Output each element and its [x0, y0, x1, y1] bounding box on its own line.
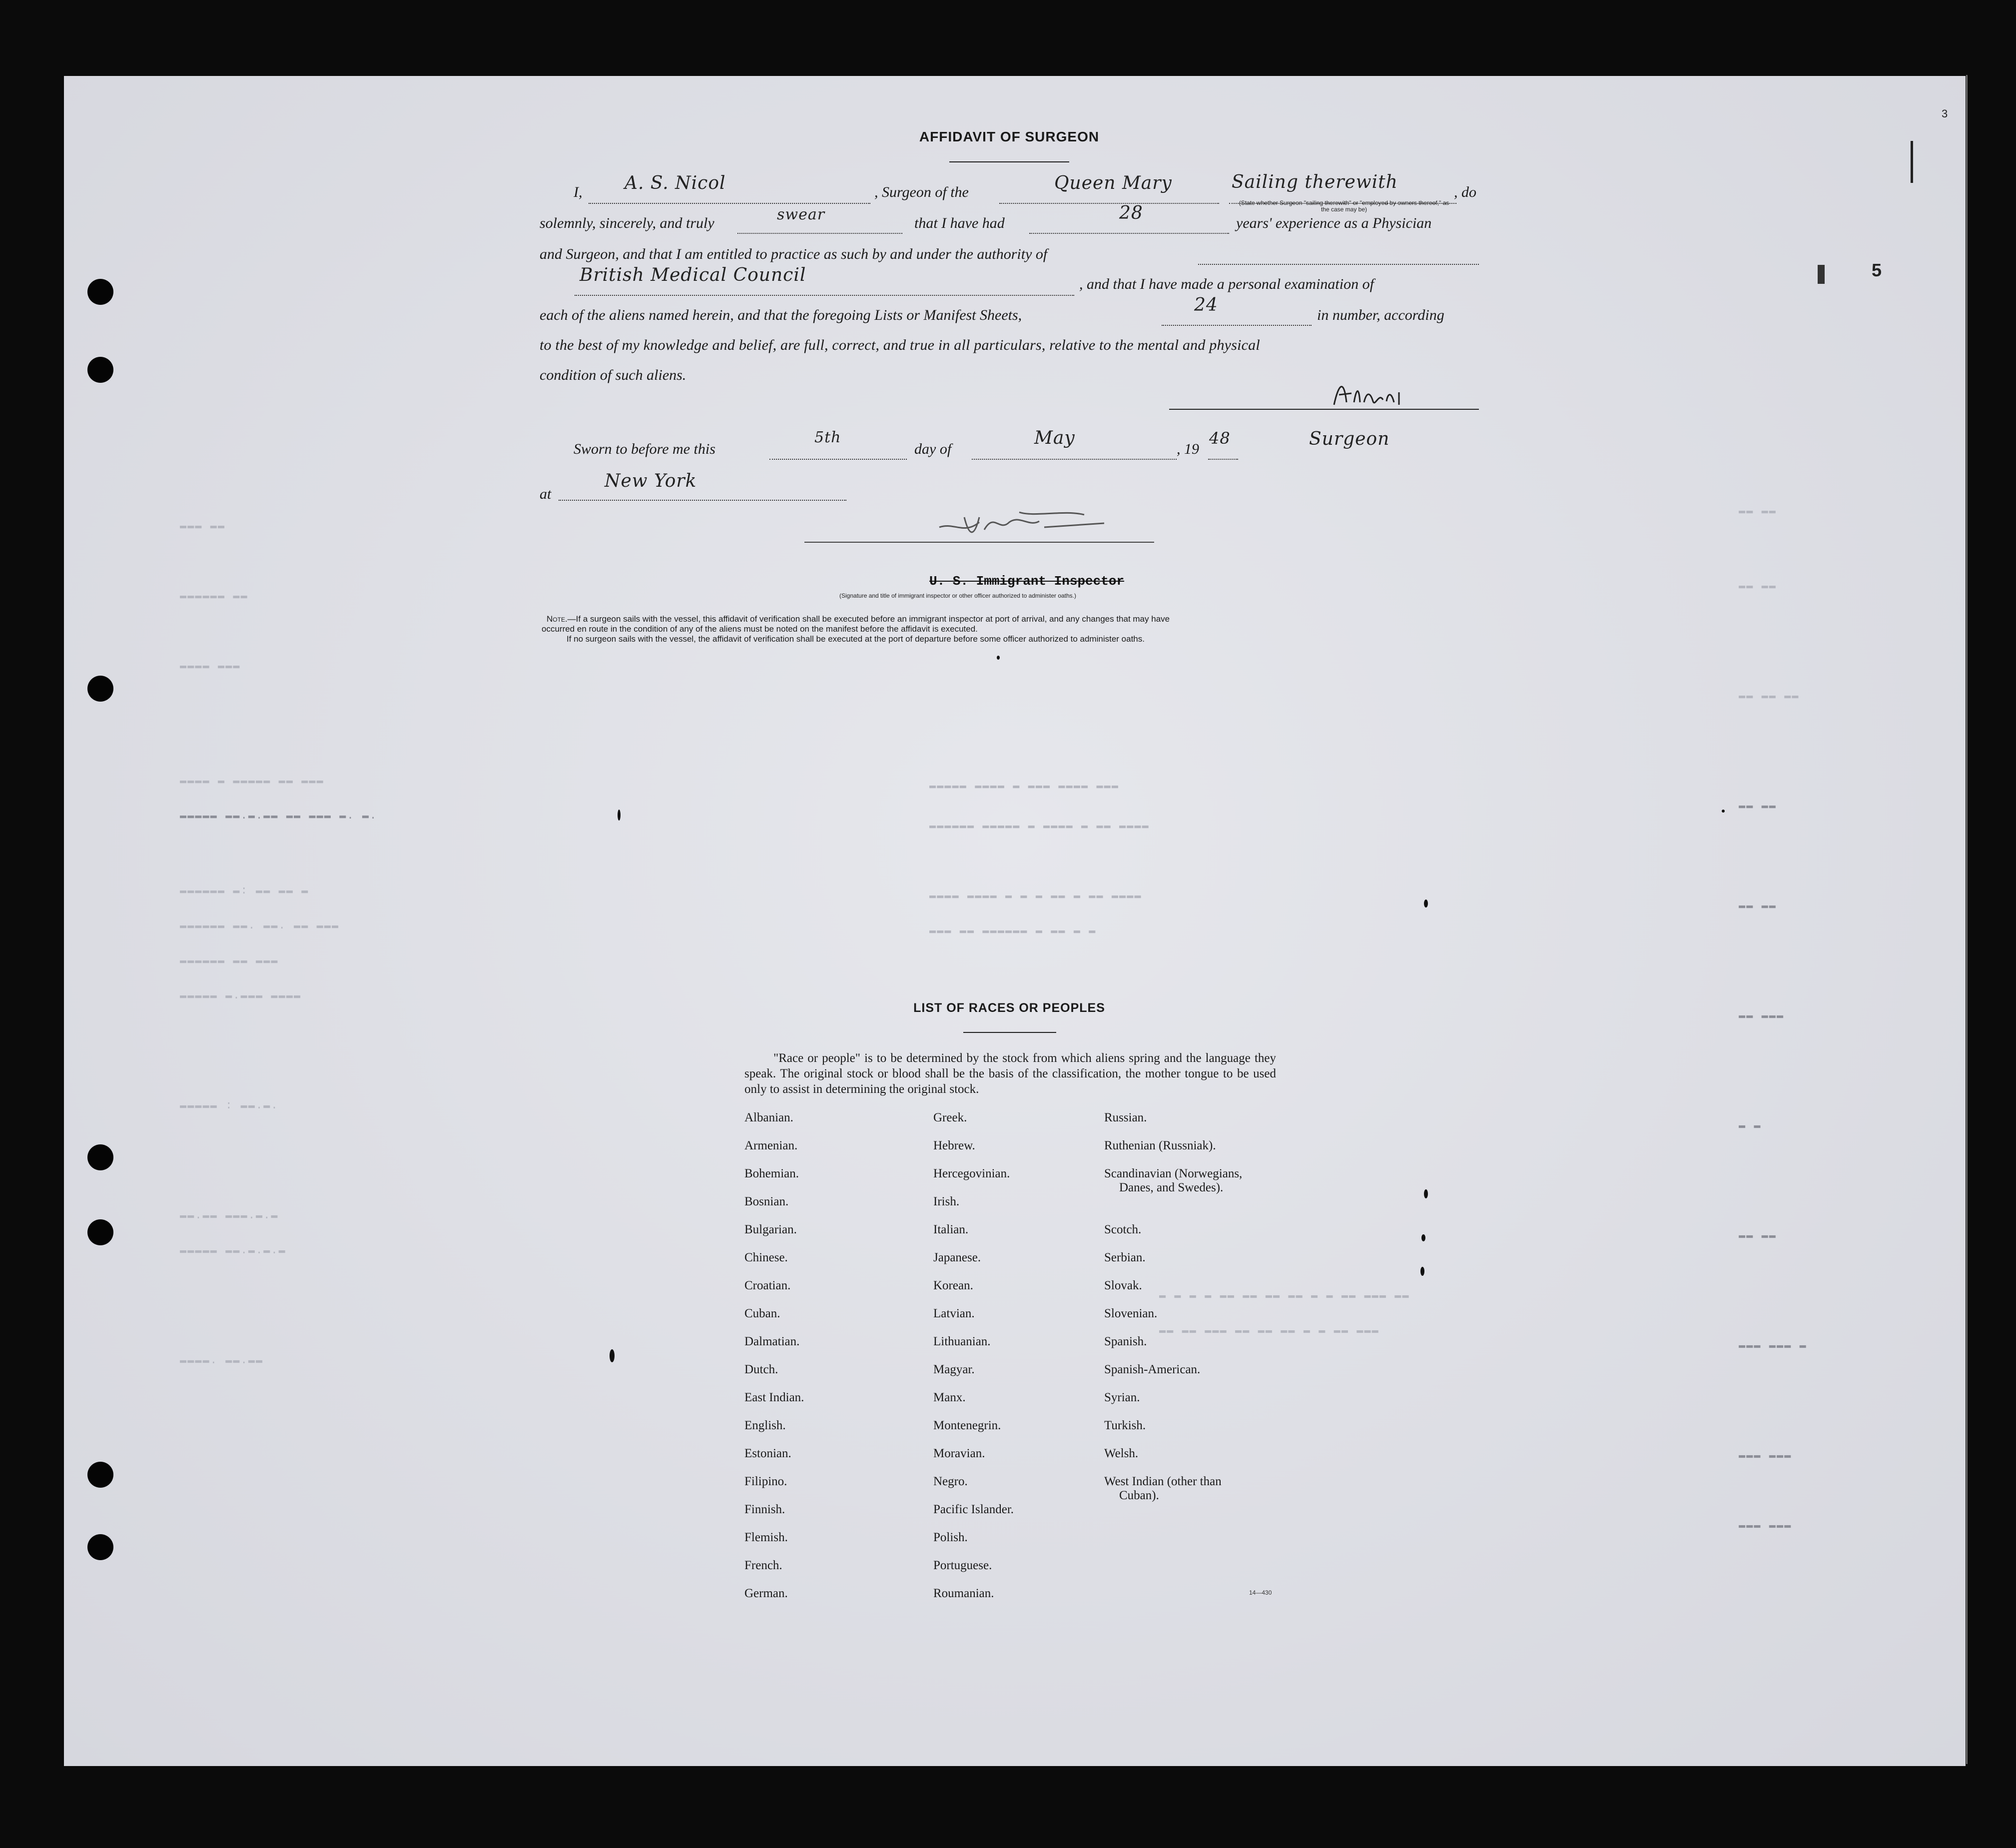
race-item: Magyar. — [933, 1363, 975, 1376]
race-item: Slovenian. — [1104, 1307, 1158, 1320]
punch-hole — [87, 1219, 113, 1245]
form-text: I, — [574, 184, 583, 200]
race-item: Bohemian. — [744, 1167, 799, 1180]
inspector-signature — [934, 507, 1114, 542]
form-text: day of — [914, 441, 952, 457]
race-item: Ruthenian (Russniak). — [1104, 1139, 1216, 1152]
form-text: Sworn to before me this — [574, 441, 715, 457]
form-text: at — [540, 486, 552, 502]
race-item-continuation: Danes, and Swedes). — [1119, 1181, 1224, 1194]
race-item: Filipino. — [744, 1475, 787, 1488]
sheets-handwritten: 24 — [1194, 295, 1218, 315]
race-item: Italian. — [933, 1223, 969, 1236]
race-item: Armenian. — [744, 1139, 798, 1152]
ink-speck — [1420, 1267, 1424, 1276]
race-item: Cuban. — [744, 1307, 780, 1320]
surgeon-signature — [1329, 377, 1409, 412]
punch-hole — [87, 1534, 113, 1560]
race-item: English. — [744, 1419, 786, 1432]
form-text: and Surgeon, and that I am entitled to practice as such by and under the authority of — [540, 246, 1048, 262]
sailing-note: (State whether Surgeon "sailing therewith" or "employed by owners thereof," as the case may be) — [1239, 199, 1449, 213]
form-text: condition of such aliens. — [540, 367, 686, 383]
year-handwritten: 48 — [1209, 429, 1231, 448]
surgeon-signature-title: Surgeon — [1309, 429, 1390, 449]
race-item: Dutch. — [744, 1363, 778, 1376]
race-item: Croatian. — [744, 1279, 791, 1292]
ink-speck — [610, 1349, 615, 1362]
title-rule — [949, 161, 1069, 162]
race-item: Serbian. — [1104, 1251, 1146, 1264]
affidavit-title: AFFIDAVIT OF SURGEON — [919, 129, 1100, 144]
sheets-blank — [1162, 308, 1312, 326]
form-number: 14—430 — [1249, 1589, 1272, 1596]
race-item: Hercegovinian. — [933, 1167, 1010, 1180]
authority-handwritten: British Medical Council — [580, 265, 806, 285]
sheet-number: 5 — [1872, 260, 1882, 280]
race-item: Japanese. — [933, 1251, 981, 1264]
race-item: Slovak. — [1104, 1279, 1142, 1292]
form-text: that I have had — [914, 215, 1005, 231]
ink-speck — [1722, 810, 1725, 813]
race-item: Turkish. — [1104, 1419, 1146, 1432]
page-edge — [1966, 75, 1968, 1764]
punch-hole — [87, 279, 113, 305]
race-item: Portuguese. — [933, 1559, 992, 1572]
race-item-continuation: Cuban). — [1119, 1489, 1159, 1502]
place-blank — [559, 483, 846, 501]
race-item: Dalmatian. — [744, 1335, 800, 1348]
races-title-rule — [963, 1032, 1056, 1033]
margin-tick — [1911, 141, 1913, 183]
race-item: Scotch. — [1104, 1223, 1142, 1236]
punch-hole — [87, 1144, 113, 1170]
form-text: , and that I have made a personal examination of — [1079, 276, 1374, 292]
race-item: Lithuanian. — [933, 1335, 991, 1348]
authority-trailing-blank — [1198, 247, 1479, 265]
form-text: years' experience as a Physician — [1236, 215, 1432, 231]
note-line-2: occurred en route in the condition of any of the aliens must be noted on the manifest before the affidavit is executed. — [542, 624, 978, 634]
punch-hole — [87, 357, 113, 383]
race-item: Latvian. — [933, 1307, 975, 1320]
form-text: , do — [1454, 184, 1476, 200]
punch-hole — [87, 1462, 113, 1488]
race-item: Syrian. — [1104, 1391, 1140, 1404]
oath-handwritten: swear — [777, 206, 825, 223]
race-item: Hebrew. — [933, 1139, 975, 1152]
race-item: Moravian. — [933, 1447, 985, 1460]
form-text: to the best of my knowledge and belief, are full, correct, and true in all particulars, relative to the mental and physical — [540, 337, 1260, 353]
document-page — [64, 76, 1966, 1766]
race-item: Albanian. — [744, 1111, 793, 1124]
race-item: Spanish. — [1104, 1335, 1147, 1348]
race-item: Montenegrin. — [933, 1419, 1001, 1432]
race-item: French. — [744, 1559, 782, 1572]
inspector-title: U. S. Immigrant Inspector — [929, 574, 1125, 589]
note-text: —If a surgeon sails with the vessel, this affidavit of verification shall be executed before an immigrant inspector at port of arrival, and any changes that may have — [567, 614, 1170, 624]
race-item: Greek. — [933, 1111, 967, 1124]
race-item: Spanish-American. — [1104, 1363, 1201, 1376]
surgeon-name-handwritten: A. S. Nicol — [625, 173, 726, 193]
inspector-signature-line — [804, 542, 1154, 543]
form-text: , 19 — [1177, 441, 1199, 457]
race-item: Scandinavian (Norwegians, — [1104, 1167, 1243, 1180]
race-item: Polish. — [933, 1531, 968, 1544]
race-item: Negro. — [933, 1475, 968, 1488]
margin-mark-block — [1818, 265, 1825, 284]
race-item: Pacific Islander. — [933, 1503, 1014, 1516]
races-title: LIST OF RACES OR PEOPLES — [913, 1001, 1105, 1015]
race-item: Flemish. — [744, 1531, 788, 1544]
race-item: Russian. — [1104, 1111, 1147, 1124]
vessel-handwritten: Queen Mary — [1054, 173, 1172, 193]
ink-speck — [1421, 1234, 1425, 1241]
form-text: each of the aliens named herein, and that the foregoing Lists or Manifest Sheets, — [540, 307, 1022, 323]
race-item: West Indian (other than — [1104, 1475, 1222, 1488]
signature-line — [1169, 409, 1479, 410]
note-label: Note. — [547, 614, 568, 624]
inspector-caption: (Signature and title of immigrant inspector or other officer authorized to administer oaths.) — [839, 592, 1077, 599]
ink-speck — [618, 810, 621, 821]
note-line-3: If no surgeon sails with the vessel, the affidavit of verification shall be executed at the port of departure before some officer authorized to administer oaths. — [567, 634, 1145, 644]
race-item: Finnish. — [744, 1503, 785, 1516]
race-item: Irish. — [933, 1195, 960, 1208]
form-text: in number, according — [1317, 307, 1444, 323]
years-handwritten: 28 — [1119, 203, 1143, 223]
race-item: Manx. — [933, 1391, 966, 1404]
race-item: Estonian. — [744, 1447, 791, 1460]
page-number: 3 — [1942, 107, 1948, 120]
note-line-1 — [547, 614, 1170, 624]
race-item: Roumanian. — [933, 1587, 994, 1600]
sailing-handwritten: Sailing therewith — [1232, 172, 1398, 192]
race-item: Welsh. — [1104, 1447, 1139, 1460]
month-handwritten: May — [1034, 428, 1075, 448]
races-intro: "Race or people" is to be determined by the stock from which aliens spring and the language they speak. The original stock or blood shall be the basis of the classification, the mother tongue to be used only to assist in determining the original stock. — [744, 1051, 1276, 1096]
form-text: solemnly, sincerely, and truly — [540, 215, 714, 231]
race-item: Chinese. — [744, 1251, 788, 1264]
race-item: German. — [744, 1587, 788, 1600]
race-item: Bulgarian. — [744, 1223, 797, 1236]
ink-speck — [1424, 1189, 1428, 1198]
race-item: Korean. — [933, 1279, 973, 1292]
race-item: East Indian. — [744, 1391, 804, 1404]
race-item: Bosnian. — [744, 1195, 789, 1208]
place-handwritten: New York — [605, 471, 697, 491]
ink-speck — [997, 656, 1000, 660]
ink-speck — [1424, 900, 1428, 908]
punch-hole — [87, 676, 113, 702]
day-handwritten: 5th — [814, 429, 841, 446]
form-text: , Surgeon of the — [874, 184, 969, 200]
